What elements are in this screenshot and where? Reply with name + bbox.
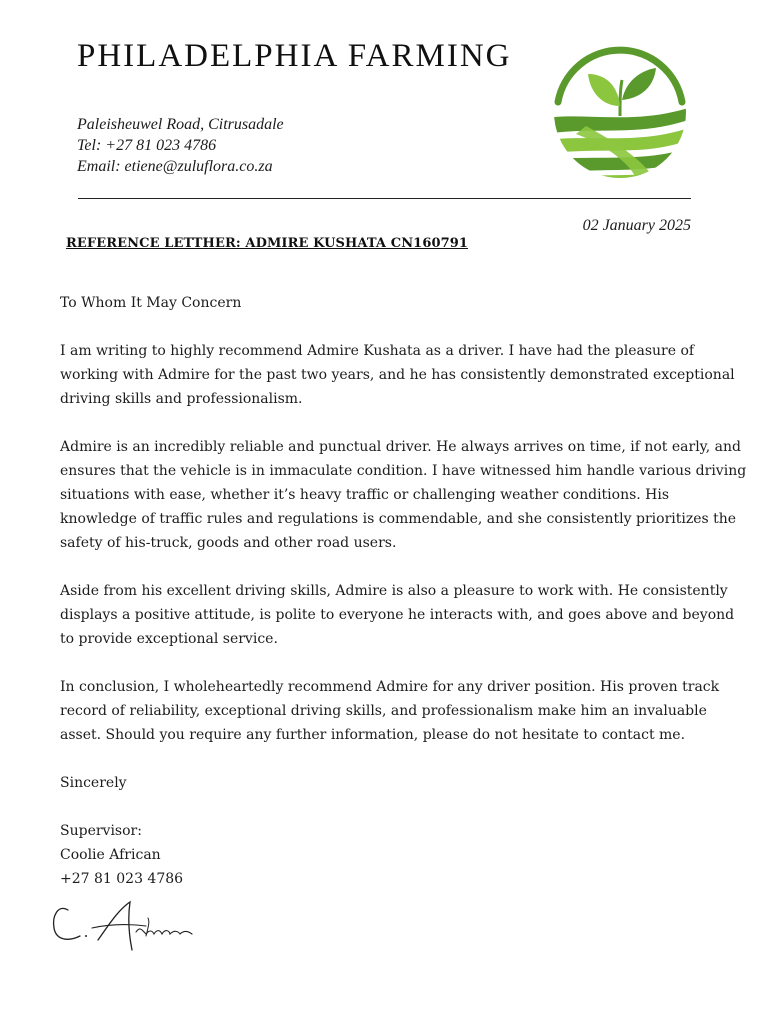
- signatory-name: Coolie African: [60, 847, 161, 863]
- company-address: Paleisheuwel Road, Citrusadale: [77, 116, 284, 133]
- paragraph-1: I am writing to highly recommend Admire Kushata as a driver. I have had the pleasure of working with Admire for the past two years, and he has consistently demonstrated exceptional driving skills and professionalism.: [60, 343, 735, 407]
- company-phone: Tel: +27 81 023 4786: [77, 137, 217, 154]
- signatory-phone: +27 81 023 4786: [60, 871, 184, 887]
- letter-date: 02 January 2025: [582, 217, 691, 234]
- letter-body: [60, 291, 750, 891]
- handwritten-signature: [50, 896, 200, 958]
- salutation: To Whom It May Concern: [60, 295, 242, 311]
- company-email: Email: etiene@zuluflora.co.za: [77, 158, 273, 175]
- farm-logo-icon: [546, 42, 694, 182]
- signatory-role: Supervisor:: [60, 823, 142, 839]
- company-contact-block: [77, 114, 284, 177]
- reference-title: REFERENCE LETTHER: ADMIRE KUSHATA CN160791: [66, 236, 469, 251]
- company-name: PHILADELPHIA FARMING: [77, 38, 512, 74]
- closing: Sincerely: [60, 775, 127, 791]
- paragraph-4: In conclusion, I wholeheartedly recommend Admire for any driver position. His proven track record of reliability, exceptional driving skills, and professionalism make him an invaluable asset. Should you require any further information, please do not hesitate to contact me.: [60, 679, 720, 743]
- paragraph-3: Aside from his excellent driving skills, Admire is also a pleasure to work with. He consistently displays a positive attitude, is polite to everyone he interacts with, and goes above and beyond to provide exceptional service.: [60, 583, 735, 647]
- paragraph-2: Admire is an incredibly reliable and punctual driver. He always arrives on time, if not early, and ensures that the vehicle is in immaculate condition. I have witnessed him handle various driving situations with ease, whether it’s heavy traffic or challenging weather conditions. His knowledge of traffic rules and regulations is commendable, and she consistently prioritizes the safety of his-truck, goods and other road users.: [60, 439, 747, 551]
- header-divider: [78, 198, 691, 199]
